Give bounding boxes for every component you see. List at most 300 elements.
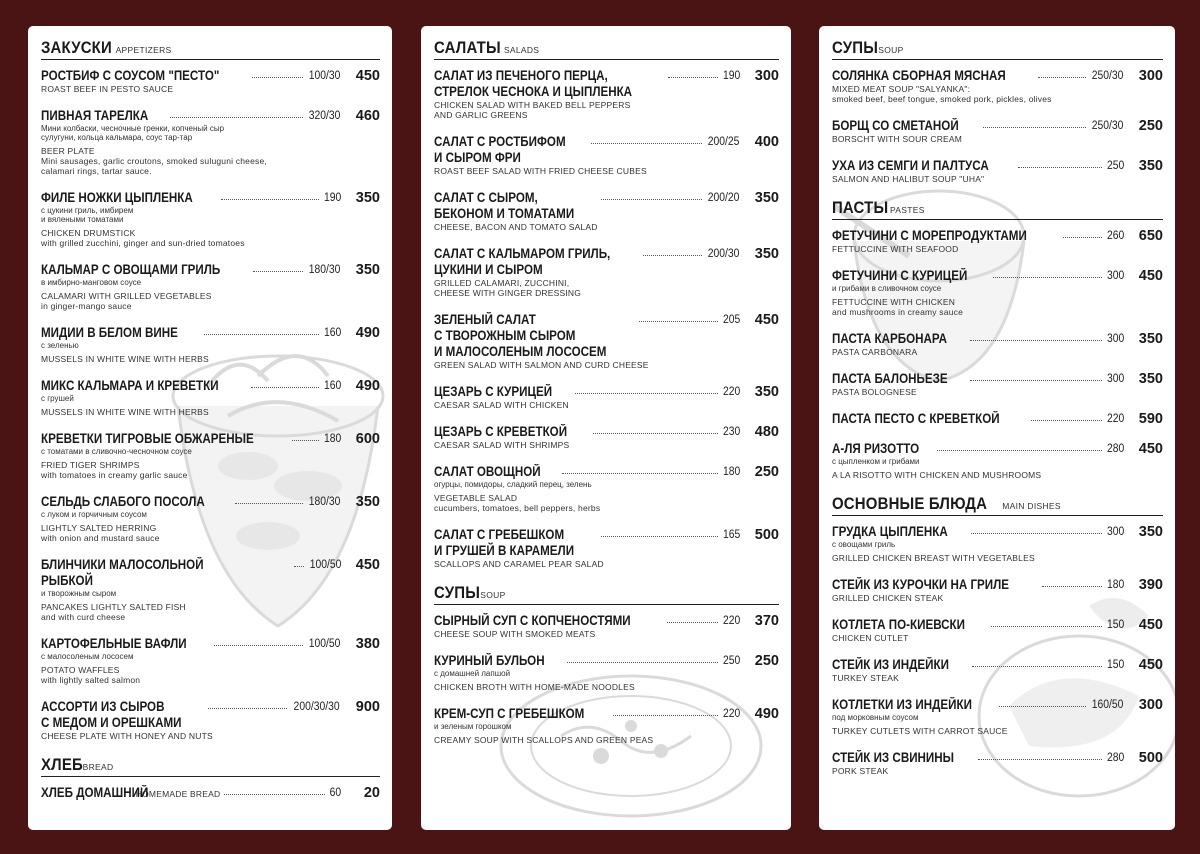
menu-item xyxy=(434,653,779,692)
dish-price: 450 xyxy=(355,557,380,573)
menu-item xyxy=(41,190,380,248)
dot-leader xyxy=(1038,68,1086,78)
menu-item-row xyxy=(832,118,1163,134)
menu-section xyxy=(434,38,779,569)
dish-price: 390 xyxy=(1138,577,1163,593)
menu-item-row xyxy=(434,613,779,629)
dish-description-en: PORK STEAK xyxy=(832,766,889,776)
dish-price: 490 xyxy=(355,325,380,341)
menu-item xyxy=(832,228,1163,254)
dot-leader xyxy=(970,371,1101,381)
dot-leader xyxy=(562,464,718,474)
dot-leader xyxy=(251,378,318,388)
menu-item-row xyxy=(41,108,380,124)
menu-item xyxy=(434,68,779,120)
dish-weight: 100/30 xyxy=(308,70,341,82)
dot-leader xyxy=(643,246,702,256)
menu-column-1 xyxy=(28,26,392,830)
dish-description-ru: под морковным соусом xyxy=(832,713,919,722)
dish-price: 250 xyxy=(1138,118,1163,134)
dish-weight: 320/30 xyxy=(308,110,341,122)
menu-item-row xyxy=(832,657,1163,673)
section-subtitle: SOUP xyxy=(878,45,904,55)
menu-item-row xyxy=(832,331,1163,347)
dish-description-en: TURKEY CUTLETS WITH CARROT SAUCE xyxy=(832,726,1008,736)
dish-name: ПАСТА КАРБОНАРА xyxy=(832,331,947,346)
dish-description-ru: с луком и горчичным соусом xyxy=(41,510,147,519)
dish-weight: 250 xyxy=(722,655,741,667)
menu-item xyxy=(434,613,779,639)
menu-item xyxy=(434,424,779,450)
dish-price: 350 xyxy=(1138,524,1163,540)
dish-weight: 200/25 xyxy=(707,136,740,148)
dish-description-en: ROAST BEEF SALAD WITH FRIED CHEESE CUBES xyxy=(434,166,647,176)
dish-description-ru: и творожным сыром xyxy=(41,589,117,598)
dot-leader xyxy=(1018,158,1102,168)
dish-description-ru: и грибами в сливочном соусе xyxy=(832,284,942,293)
menu-item-row xyxy=(41,262,380,278)
menu-item-row xyxy=(41,325,380,341)
menu-column-2 xyxy=(421,26,791,830)
menu-section xyxy=(41,38,380,741)
menu-item xyxy=(41,431,380,480)
dish-description-en: CHEESE PLATE WITH HONEY AND NUTS xyxy=(41,731,213,741)
menu-item-row xyxy=(832,617,1163,633)
section-header xyxy=(832,494,1163,516)
section-title: ОСНОВНЫЕ БЛЮДА xyxy=(832,494,988,513)
dish-weight: 230 xyxy=(722,426,741,438)
menu-item xyxy=(832,577,1163,603)
dish-description-en: GRILLED CHICKEN BREAST WITH VEGETABLES xyxy=(832,553,1035,563)
menu-section xyxy=(832,198,1163,480)
dish-name: А-ЛЯ РИЗОТТО xyxy=(832,441,920,456)
dish-weight: 220 xyxy=(1106,413,1125,425)
dish-weight: 60 xyxy=(329,787,342,799)
menu-item-row xyxy=(434,246,779,278)
dish-weight: 160 xyxy=(323,380,342,392)
dish-description-en: GRILLED CALAMARI, ZUCCHINI, CHEESE WITH GINGER DRESSING xyxy=(434,278,582,298)
dish-weight: 200/30/30 xyxy=(293,701,340,713)
dish-weight: 150 xyxy=(1106,619,1125,631)
dish-weight: 180 xyxy=(1106,579,1125,591)
menu-item-row xyxy=(832,228,1163,244)
menu-item xyxy=(41,325,380,364)
dish-price: 350 xyxy=(754,246,779,262)
dot-leader xyxy=(993,268,1101,278)
dot-leader xyxy=(170,108,303,118)
dish-name: САЛАТ С ГРЕБЕШКОМ И ГРУШЕЙ В КАРАМЕЛИ xyxy=(434,527,575,558)
menu-item xyxy=(434,706,779,745)
dish-price: 490 xyxy=(754,706,779,722)
dish-weight: 220 xyxy=(722,708,741,720)
menu-item-row xyxy=(41,494,380,510)
menu-item xyxy=(832,441,1163,480)
menu-item-row xyxy=(832,268,1163,284)
dish-name: КАРТОФЕЛЬНЫЕ ВАФЛИ xyxy=(41,636,187,651)
menu-item-row xyxy=(434,384,779,400)
dish-name: БОРЩ СО СМЕТАНОЙ xyxy=(832,118,959,133)
dish-name: ГРУДКА ЦЫПЛЕНКА xyxy=(832,524,948,539)
dish-price: 300 xyxy=(1138,68,1163,84)
menu-item-row xyxy=(434,190,779,222)
menu-item xyxy=(41,699,380,741)
dish-description-ru: с грушей xyxy=(41,394,74,403)
dot-leader xyxy=(208,699,286,709)
menu-item xyxy=(434,312,779,370)
dish-name: СТЕЙК ИЗ ИНДЕЙКИ xyxy=(832,657,949,672)
dish-price: 650 xyxy=(1138,228,1163,244)
menu-item-row xyxy=(434,134,779,166)
dish-price: 350 xyxy=(355,190,380,206)
dish-name: СТЕЙК ИЗ КУРОЧКИ НА ГРИЛЕ xyxy=(832,577,1010,592)
dish-price: 350 xyxy=(754,384,779,400)
dish-price: 450 xyxy=(1138,441,1163,457)
section-header xyxy=(41,755,380,777)
section-subtitle: BREAD xyxy=(82,762,114,772)
menu-item-row xyxy=(41,699,380,731)
dish-weight: 100/50 xyxy=(308,638,341,650)
section-header xyxy=(832,38,1163,60)
menu-item xyxy=(832,411,1163,427)
dot-leader xyxy=(235,494,302,504)
menu-item xyxy=(41,557,380,622)
dot-leader xyxy=(978,750,1102,760)
dish-description-ru: огурцы, помидоры, сладкий перец, зелень xyxy=(434,480,592,489)
section-header xyxy=(434,583,779,605)
dish-name: КУРИНЫЙ БУЛЬОН xyxy=(434,653,545,668)
dish-price: 300 xyxy=(754,68,779,84)
dot-leader xyxy=(999,697,1086,707)
dish-weight: 300 xyxy=(1106,333,1125,345)
dish-description-en: LIGHTLY SALTED HERRING with onion and mustard sauce xyxy=(41,523,160,543)
dish-description-en: CHEESE SOUP WITH SMOKED MEATS xyxy=(434,629,596,639)
dish-price: 460 xyxy=(355,108,380,124)
dot-leader xyxy=(221,190,318,200)
dish-weight: 180/30 xyxy=(308,496,341,508)
dish-price: 250 xyxy=(754,464,779,480)
menu-item xyxy=(832,371,1163,397)
menu-item xyxy=(434,134,779,176)
section-header xyxy=(832,198,1163,220)
section-title: ПАСТЫ xyxy=(832,198,889,217)
menu-item-row xyxy=(832,750,1163,766)
dish-name: ЗЕЛЕНЫЙ САЛАТ С ТВОРОЖНЫМ СЫРОМ И МАЛОСОЛЕНЫМ ЛОСОСЕМ xyxy=(434,312,607,359)
dot-leader xyxy=(224,785,325,795)
dish-weight: 300 xyxy=(1106,270,1125,282)
dish-description-en: CHICKEN SALAD WITH BAKED BELL PEPPERS AND GARLIC GREENS xyxy=(434,100,631,120)
dot-leader xyxy=(294,557,304,567)
dish-price: 350 xyxy=(355,494,380,510)
dish-description-ru: с домашней лапшой xyxy=(434,669,511,678)
menu-item-row xyxy=(832,577,1163,593)
dish-name: СЫРНЫЙ СУП С КОПЧЕНОСТЯМИ xyxy=(434,613,631,628)
dot-leader xyxy=(639,312,718,322)
dish-description-en: SCALLOPS AND CARAMEL PEAR SALAD xyxy=(434,559,604,569)
dish-price: 350 xyxy=(355,262,380,278)
dish-weight: 160/50 xyxy=(1091,699,1124,711)
section-title: СУПЫ xyxy=(434,583,481,602)
dish-price: 350 xyxy=(1138,331,1163,347)
dish-description-en: PASTA BOLOGNESE xyxy=(832,387,917,397)
menu-item-row xyxy=(832,411,1163,427)
menu-item xyxy=(832,617,1163,643)
dish-weight: 180 xyxy=(323,433,342,445)
dish-name: МИДИИ В БЕЛОМ ВИНЕ xyxy=(41,325,178,340)
dish-name: СТЕЙК ИЗ СВИНИНЫ xyxy=(832,750,955,765)
dish-price: 490 xyxy=(355,378,380,394)
menu-item-row xyxy=(41,431,380,447)
dot-leader xyxy=(613,706,718,716)
dot-leader xyxy=(591,134,702,144)
menu-section xyxy=(832,38,1163,184)
section-subtitle: MAIN DISHES xyxy=(1002,501,1061,511)
section-header xyxy=(41,38,380,60)
menu-item-row xyxy=(434,68,779,100)
menu-section xyxy=(434,583,779,745)
dot-leader xyxy=(253,262,302,272)
menu-item-row xyxy=(832,441,1163,457)
menu-item xyxy=(832,158,1163,184)
menu-item-row xyxy=(434,653,779,669)
dish-weight: 220 xyxy=(722,386,741,398)
dish-weight: 190 xyxy=(722,70,741,82)
menu-item-row xyxy=(832,697,1163,713)
dish-description-ru: с цукини гриль, имбирем и вялеными томатами xyxy=(41,206,134,224)
dish-weight: 260 xyxy=(1106,230,1125,242)
menu-item-row xyxy=(832,524,1163,540)
dish-weight: 180 xyxy=(722,466,741,478)
dish-weight: 165 xyxy=(722,529,741,541)
dish-description-en: CALAMARI WITH GRILLED VEGETABLES in ginger-mango sauce xyxy=(41,291,212,311)
dot-leader xyxy=(593,424,718,434)
section-title: САЛАТЫ xyxy=(434,38,501,57)
menu-item-row xyxy=(434,464,779,480)
dish-description-en: FETTUCCINE WITH SEAFOOD xyxy=(832,244,959,254)
menu-item-row xyxy=(832,68,1163,84)
menu-item-row xyxy=(434,527,779,559)
dish-weight: 200/30 xyxy=(707,248,740,260)
dish-name: ЦЕЗАРЬ С КУРИЦЕЙ xyxy=(434,384,553,399)
dish-weight: 250/30 xyxy=(1091,120,1124,132)
dot-leader xyxy=(667,613,718,623)
dish-description-en: CAESAR SALAD WITH SHRIMPS xyxy=(434,440,570,450)
menu-item xyxy=(434,527,779,569)
dish-name: АССОРТИ ИЗ СЫРОВ С МЕДОМ И ОРЕШКАМИ xyxy=(41,699,182,730)
dish-description-ru: и зеленым горошком xyxy=(434,722,512,731)
dish-description-en: MUSSELS IN WHITE WINE WITH HERBS xyxy=(41,354,209,364)
dish-name: САЛАТ ОВОЩНОЙ xyxy=(434,464,541,479)
section-title: ХЛЕБ xyxy=(41,755,83,774)
dish-name: КРЕВЕТКИ ТИГРОВЫЕ ОБЖАРЕНЫЕ xyxy=(41,431,254,446)
dish-price: 350 xyxy=(1138,371,1163,387)
dish-description-en: VEGETABLE SALAD cucumbers, tomatoes, bell peppers, herbs xyxy=(434,493,601,513)
dish-name: КРЕМ-СУП С ГРЕБЕШКОМ xyxy=(434,706,585,721)
dish-price: 450 xyxy=(355,68,380,84)
dish-weight: 150 xyxy=(1106,659,1125,671)
dot-leader xyxy=(252,68,302,78)
menu-item xyxy=(832,697,1163,736)
dish-description-en: TURKEY STEAK xyxy=(832,673,899,683)
section-subtitle: SOUP xyxy=(480,590,506,600)
dish-weight: 180/30 xyxy=(308,264,341,276)
menu-item-row xyxy=(41,190,380,206)
dish-description-en: CHEESE, BACON AND TOMATO SALAD xyxy=(434,222,598,232)
dish-description-en: CHICKEN CUTLET xyxy=(832,633,909,643)
dish-description-ru: в имбирно-манговом соусе xyxy=(41,278,142,287)
dish-name: БЛИНЧИКИ МАЛОСОЛЬНОЙ РЫБКОЙ xyxy=(41,557,204,588)
dish-price: 300 xyxy=(1138,697,1163,713)
dish-description-en: FETTUCCINE WITH CHICKEN and mushrooms in creamy sauce xyxy=(832,297,963,317)
dish-description-ru: с малосоленым лососем xyxy=(41,652,134,661)
dish-name: УХА ИЗ СЕМГИ И ПАЛТУСА xyxy=(832,158,989,173)
menu-item xyxy=(41,494,380,543)
dot-leader xyxy=(668,68,718,78)
dish-price: 600 xyxy=(355,431,380,447)
dish-price: 450 xyxy=(1138,617,1163,633)
dish-description-en: CHICKEN BROTH WITH HOME-MADE NOODLES xyxy=(434,682,635,692)
section-subtitle: APPETIZERS xyxy=(115,45,172,55)
dish-name: САЛАТ С СЫРОМ, БЕКОНОМ И ТОМАТАМИ xyxy=(434,190,575,221)
dot-leader xyxy=(991,617,1102,627)
dish-description-en: BEER PLATE Mini sausages, garlic croutons, smoked suluguni cheese, calamari rings, tartar sauce. xyxy=(41,146,267,176)
menu-item-row xyxy=(41,557,380,589)
dish-price: 450 xyxy=(1138,657,1163,673)
dish-description-en: SALMON AND HALIBUT SOUP "UHA" xyxy=(832,174,985,184)
dish-description-en: FRIED TIGER SHRIMPS with tomatoes in creamy garlic sauce xyxy=(41,460,188,480)
dot-leader xyxy=(971,524,1102,534)
dot-leader xyxy=(1063,228,1102,238)
menu-item-row xyxy=(434,424,779,440)
dot-leader xyxy=(937,441,1101,451)
menu-item xyxy=(832,268,1163,317)
menu-item xyxy=(832,657,1163,683)
menu-item xyxy=(434,190,779,232)
dish-price: 590 xyxy=(1138,411,1163,427)
section-header xyxy=(434,38,779,60)
dish-name: РОСТБИФ С СОУСОМ "ПЕСТО" xyxy=(41,68,220,83)
dot-leader xyxy=(983,118,1086,128)
menu-item xyxy=(832,118,1163,144)
menu-section xyxy=(41,755,380,801)
dish-name: ХЛЕБ ДОМАШНИЙ xyxy=(41,785,149,800)
dish-description-ru: с овощами гриль xyxy=(832,540,896,549)
dish-name: ФИЛЕ НОЖКИ ЦЫПЛЕНКА xyxy=(41,190,193,205)
dish-description-en: GRILLED CHICKEN STEAK xyxy=(832,593,944,603)
dish-weight: 300 xyxy=(1106,526,1125,538)
dish-name: КОТЛЕТКИ ИЗ ИНДЕЙКИ xyxy=(832,697,972,712)
menu-item-row xyxy=(832,158,1163,174)
menu-item xyxy=(832,68,1163,104)
dish-name: САЛАТ ИЗ ПЕЧЕНОГО ПЕРЦА, СТРЕЛОК ЧЕСНОКА И ЦЫПЛЕНКА xyxy=(434,68,633,99)
dot-leader xyxy=(567,653,718,663)
menu-item-row xyxy=(41,785,380,801)
dish-name: САЛАТ С КАЛЬМАРОМ ГРИЛЬ, ЦУКИНИ И СЫРОМ xyxy=(434,246,611,277)
dot-leader xyxy=(575,384,718,394)
menu-item xyxy=(832,524,1163,563)
dish-description-en: BORSCHT WITH SOUR CREAM xyxy=(832,134,963,144)
dish-price: 400 xyxy=(754,134,779,150)
dish-price: 250 xyxy=(754,653,779,669)
dish-weight: 280 xyxy=(1106,752,1125,764)
dish-description-en: CREAMY SOUP WITH SCALLOPS AND GREEN PEAS xyxy=(434,735,654,745)
dish-description-ru: с цыпленком и грибами xyxy=(832,457,920,466)
section-subtitle: SALADS xyxy=(503,45,540,55)
dot-leader xyxy=(601,190,702,200)
dish-description-en: CAESAR SALAD WITH CHICKEN xyxy=(434,400,569,410)
menu-item-row xyxy=(41,68,380,84)
dish-price: 500 xyxy=(1138,750,1163,766)
dish-name: ЦЕЗАРЬ С КРЕВЕТКОЙ xyxy=(434,424,568,439)
dot-leader xyxy=(204,325,319,335)
dish-description-en: CHICKEN DRUMSTICK with grilled zucchini, ginger and sun-dried tomatoes xyxy=(41,228,245,248)
dish-name-english-inline: HOMEMADE BREAD xyxy=(135,789,221,799)
dish-weight: 250 xyxy=(1106,160,1125,172)
dish-description-ru: с томатами в сливочно-чесночном соусе xyxy=(41,447,192,456)
dish-name: МИКС КАЛЬМАРА И КРЕВЕТКИ xyxy=(41,378,219,393)
menu-item-row xyxy=(41,378,380,394)
dish-price: 350 xyxy=(1138,158,1163,174)
menu-item xyxy=(41,636,380,685)
menu-item xyxy=(41,108,380,176)
menu-item-row xyxy=(832,371,1163,387)
menu-item-row xyxy=(434,312,779,360)
dish-weight: 300 xyxy=(1106,373,1125,385)
dish-weight: 280 xyxy=(1106,443,1125,455)
dish-weight: 220 xyxy=(722,615,741,627)
dish-weight: 100/50 xyxy=(309,559,341,571)
dish-price: 500 xyxy=(754,527,779,543)
dot-leader xyxy=(1042,577,1102,587)
menu-item xyxy=(832,750,1163,776)
menu-column-3 xyxy=(819,26,1175,830)
menu-item xyxy=(41,785,380,801)
dish-name: ФЕТУЧИНИ С КУРИЦЕЙ xyxy=(832,268,968,283)
dish-name: КОТЛЕТА ПО-КИЕВСКИ xyxy=(832,617,965,632)
dot-leader xyxy=(292,431,318,441)
dish-description-en: PASTA CARBONARA xyxy=(832,347,918,357)
menu-item xyxy=(434,246,779,298)
menu-item xyxy=(41,262,380,311)
dish-price: 350 xyxy=(754,190,779,206)
menu-item-row xyxy=(41,636,380,652)
dish-weight: 200/20 xyxy=(707,192,740,204)
dish-weight: 160 xyxy=(323,327,342,339)
dish-name: ФЕТУЧИНИ С МОРЕПРОДУКТАМИ xyxy=(832,228,1027,243)
dot-leader xyxy=(1031,411,1102,421)
dish-description-en: A LA RISOTTO WITH CHICKEN AND MUSHROOMS xyxy=(832,470,1042,480)
dot-leader xyxy=(601,527,718,537)
dish-price: 370 xyxy=(754,613,779,629)
dish-name: ПИВНАЯ ТАРЕЛКА xyxy=(41,108,149,123)
dish-price: 450 xyxy=(1138,268,1163,284)
menu-item-row xyxy=(434,706,779,722)
dish-name: ПАСТА ПЕСТО С КРЕВЕТКОЙ xyxy=(832,411,1000,426)
dot-leader xyxy=(972,657,1102,667)
dish-price: 450 xyxy=(754,312,779,328)
dish-name: СОЛЯНКА СБОРНАЯ МЯСНАЯ xyxy=(832,68,1006,83)
section-title: СУПЫ xyxy=(832,38,879,57)
dish-name: ПАСТА БАЛОНЬЕЗЕ xyxy=(832,371,948,386)
dish-description-en: MIXED MEAT SOUP "SALYANKA": smoked beef, beef tongue, smoked pork, pickles, olives xyxy=(832,84,1052,104)
dish-description-en: MUSSELS IN WHITE WINE WITH HERBS xyxy=(41,407,209,417)
menu-item xyxy=(41,378,380,417)
dish-weight: 205 xyxy=(722,314,741,326)
section-subtitle: PASTES xyxy=(889,205,925,215)
dish-price: 380 xyxy=(355,636,380,652)
menu-item xyxy=(434,464,779,513)
menu-item xyxy=(41,68,380,94)
dish-name: САЛАТ С РОСТБИФОМ И СЫРОМ ФРИ xyxy=(434,134,566,165)
